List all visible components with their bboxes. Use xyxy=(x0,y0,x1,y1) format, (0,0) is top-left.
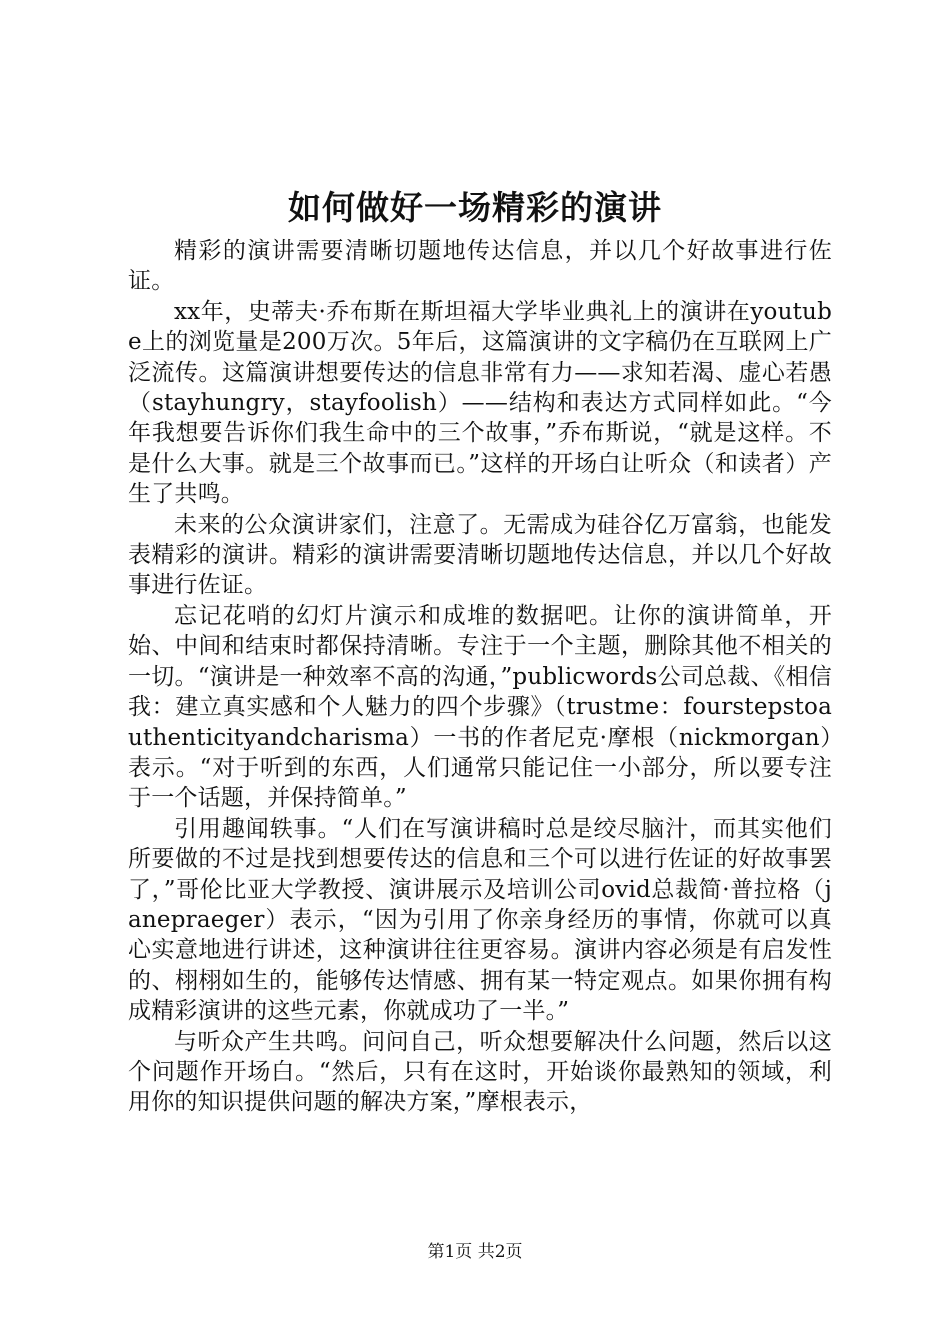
document-body xyxy=(128,236,832,1118)
paragraph-intro: 精彩的演讲需要清晰切题地传达信息，并以几个好故事进行佐证。 xyxy=(128,238,832,295)
paragraph-resonate: 与听众产生共鸣。问问自己，听众想要解决什么问题，然后以这个问题作开场白。“然后，只有在这时，开始谈你最熟知的领域，利用你的知识提供问题的解决方案，”摩根表示， xyxy=(128,1028,832,1116)
paragraph-jobs-speech: xx年，史蒂夫·乔布斯在斯坦福大学毕业典礼上的演讲在youtube上的浏览量是200万次。5年后，这篇演讲的文字稿仍在互联网上广泛流传。这篇演讲想要传达的信息非常有力——求知若渴、虚心若愚（stayhungry，stayfoolish）——结构和表达方式同样如此。“今年我想要告诉你们我生命中的三个故事，”乔布斯说，“就是这样。不是什么大事。就是三个故事而已。”这样的开场白让听众（和读者）产生了共鸣。 xyxy=(128,298,832,508)
paragraph-anecdotes: 引用趣闻轶事。“人们在写演讲稿时总是绞尽脑汁，而其实他们所要做的不过是找到想要传达的信息和三个可以进行佐证的好故事罢了，”哥伦比亚大学教授、演讲展示及培训公司ovid总裁简·普拉格（janepraeger）表示，“因为引用了你亲身经历的事情，你就可以真心实意地进行讲述，这种演讲往往更容易。演讲内容必须是有启发性的、栩栩如生的，能够传达情感、拥有某一特定观点。如果你拥有构成精彩演讲的这些元素，你就成功了一半。” xyxy=(128,815,832,1025)
page-footer: 第1页 共2页 xyxy=(427,1242,523,1262)
document-title: 如何做好一场精彩的演讲 xyxy=(288,188,662,227)
paragraph-keep-simple: 忘记花哨的幻灯片演示和成堆的数据吧。让你的演讲简单，开始、中间和结束时都保持清晰。专注于一个主题，删除其他不相关的一切。“演讲是一种效率不高的沟通，”publicwords公司总裁、《相信我：建立真实感和个人魅力的四个步骤》（trustme：fourstepstoauthenticityandcharisma）一书的作者尼克·摩根（nickmorgan）表示。“对于听到的东西，人们通常只能记住一小部分，所以要专注于一个话题，并保持简单。” xyxy=(128,602,832,812)
paragraph-future-speakers: 未来的公众演讲家们，注意了。无需成为硅谷亿万富翁，也能发表精彩的演讲。精彩的演讲需要清晰切题地传达信息，并以几个好故事进行佐证。 xyxy=(128,511,832,599)
